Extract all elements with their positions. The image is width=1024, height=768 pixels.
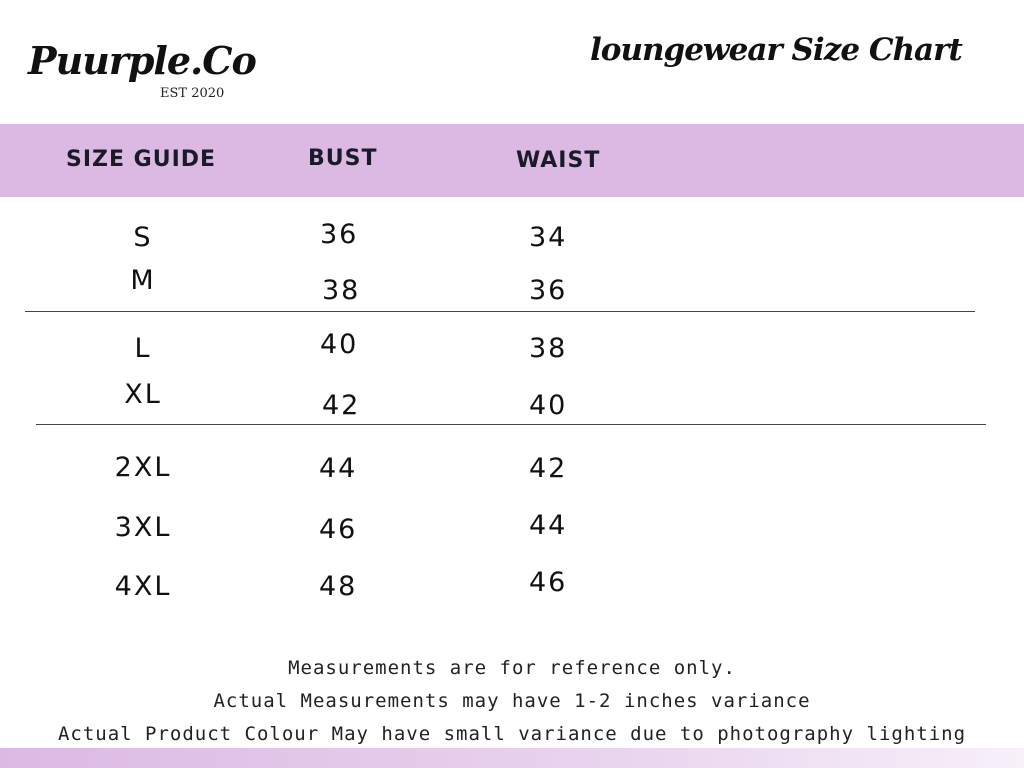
size-cell: S [133,222,153,253]
size-cell: M [130,265,156,296]
footer-band [0,748,1024,768]
bust-cell: 42 [322,390,361,421]
waist-cell: 34 [529,222,568,253]
waist-cell: 46 [529,567,568,598]
size-cell: 2XL [114,452,172,483]
waist-cell: 42 [529,453,568,484]
header-size-guide: SIZE GUIDE [66,147,217,172]
waist-cell: 44 [529,510,568,541]
disclaimer-notes [0,652,1024,751]
row-divider [25,311,975,312]
note-reference: Measurements are for reference only. [288,657,736,679]
header-waist: WAIST [516,148,601,173]
bust-cell: 40 [320,329,359,360]
note-colour: Actual Product Colour May have small variance due to photography lighting [57,723,967,745]
bust-cell: 44 [319,453,358,484]
bust-cell: 36 [320,219,359,250]
size-cell: L [134,333,152,364]
bust-cell: 48 [319,571,358,602]
bust-cell: 46 [319,514,358,545]
note-variance: Actual Measurements may have 1-2 inches variance [213,690,811,712]
brand-name: Puurple.Co [28,38,256,83]
waist-cell: 38 [529,333,568,364]
waist-cell: 40 [529,390,568,421]
brand-logo [28,38,256,108]
table-header [0,124,1024,197]
row-divider [36,424,986,425]
size-cell: XL [124,379,162,410]
size-cell: 3XL [114,512,172,543]
waist-cell: 36 [529,275,568,306]
size-cell: 4XL [114,571,172,602]
brand-established: EST 2020 [160,86,225,101]
bust-cell: 38 [322,275,361,306]
header-bust: BUST [308,146,378,171]
page-title: loungewear Size Chart [590,32,962,68]
